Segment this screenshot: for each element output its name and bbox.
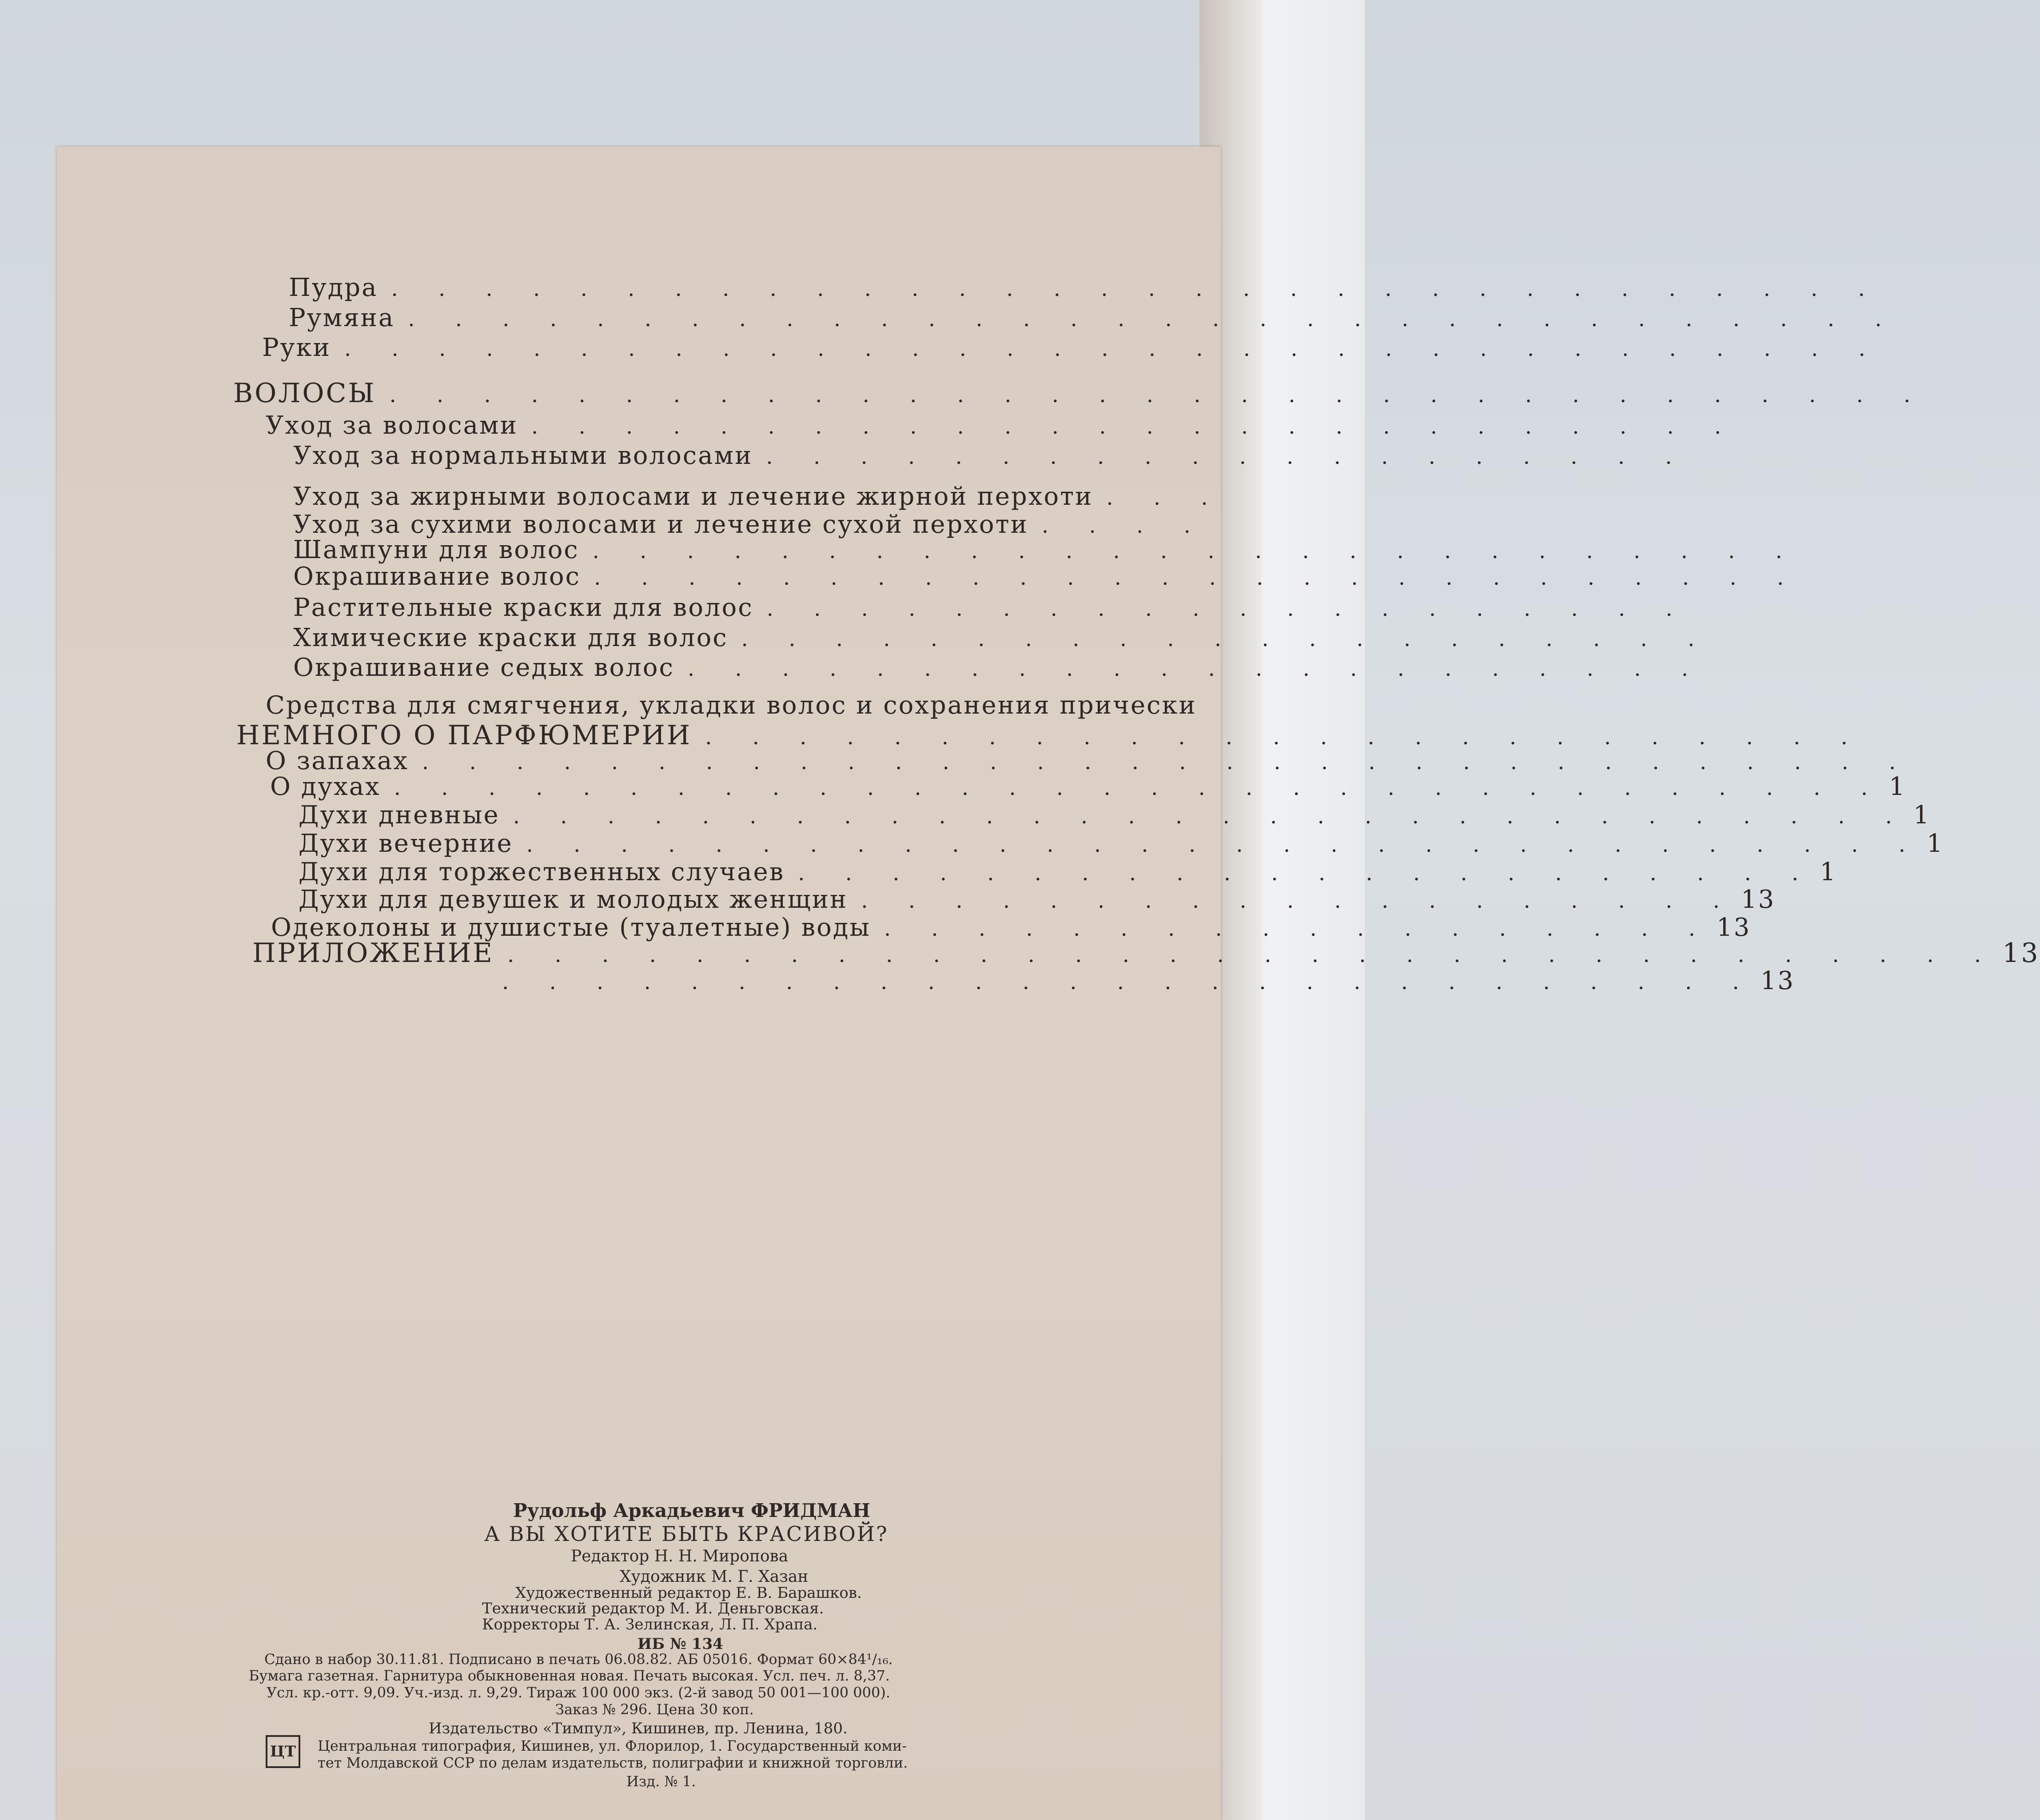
toc-page: 13	[1716, 913, 1751, 942]
toc-leader: . . . . . . . . . . . . . . . . . . . . .	[741, 627, 1712, 651]
toc-title: Духи дневные	[299, 801, 500, 830]
toc-item	[293, 441, 1689, 472]
colophon-title: А ВЫ ХОТИТЕ БЫТЬ КРАСИВОЙ?	[484, 1522, 889, 1546]
toc-leader: . . . . . . . . . . . . . . . . . . . . . . . . . . . . . . . .	[408, 307, 1899, 331]
toc-title: О запахах	[266, 746, 409, 775]
toc-leader: . . . . . . . . . . . . . . . . . . . . . . . . . . . . . . . .	[507, 942, 1998, 967]
toc-item	[299, 885, 1776, 916]
toc-item	[266, 411, 1738, 442]
toc-leader: . . . . . . . . . . . . . . . . . . . .	[766, 444, 1689, 469]
colophon-art-editor: Художественный редактор Е. В. Барашков.	[515, 1584, 862, 1602]
toc-page: 1	[1889, 772, 1906, 801]
toc-title: Пудра	[289, 273, 378, 302]
toc-leader: . . . . . . . . . . . . . . . . . . . . . . . . . .	[594, 565, 1801, 590]
toc-leader: . . . . . . . . . . . . . . . . . . . . . . . . . . . . . . . .	[391, 276, 1882, 301]
toc-item	[293, 623, 1712, 655]
colophon-line3: Усл. кр.-отт. 9,09. Уч.-изд. л. 9,29. Тираж 100 000 экз. (2-й завод 50 001—100 000).	[267, 1684, 891, 1701]
toc-title: Шампуни для волос	[293, 535, 579, 564]
toc-page: 1	[1820, 858, 1837, 886]
toc-leader: . . . . . . . . . . . . . . . . . . . . . . . . . . . . . . . . .	[389, 383, 1928, 407]
printer-logo-icon: ЦТ	[266, 1735, 300, 1768]
toc-title: Духи для торжественных случаев	[299, 858, 785, 886]
toc-item	[233, 378, 1928, 409]
toc-leader: . . . . . . . . . . . . . . . . . . . . . . . . . . . . . .	[526, 832, 1922, 857]
toc-page: 1	[1913, 801, 1931, 830]
toc-title: Средства для смягчения, укладки волос и сохранения прически	[266, 691, 1197, 720]
toc-leader: . . . . . . . . . . . . . . . . . . . . . . . . . .	[531, 414, 1738, 439]
toc-item	[252, 938, 2040, 969]
toc-item	[266, 691, 1213, 722]
toc-page: 13	[1741, 885, 1776, 914]
toc-leader: . . . . . . . . . . . . . . . . . . . . . .	[798, 861, 1816, 886]
toc-title: Руки	[262, 333, 331, 362]
toc-item	[293, 562, 1801, 593]
colophon-author: Рудольф Аркадьевич ФРИДМАН	[513, 1500, 870, 1521]
toc-leader: . . .	[1106, 485, 1225, 510]
toc-leader: . . . . . . . . . . . . . . . . . . . .	[766, 596, 1689, 621]
toc-leader: . . . . . . . . . . . . . . . . . . . . . . . . . . . . . .	[513, 804, 1909, 829]
toc-title: Уход за волосами	[266, 411, 518, 440]
colophon-proofreaders: Корректоры Т. А. Зелинская, Л. П. Храпа.	[482, 1616, 818, 1633]
colophon-artist: Художник М. Г. Хазан	[620, 1568, 809, 1586]
toc-page: 13	[1760, 966, 1795, 995]
toc-title: Химические краски для волос	[293, 623, 728, 652]
toc-title: Окрашивание седых волос	[293, 653, 674, 682]
colophon-publisher: Издательство «Тимпул», Кишинев, пр. Ленина, 180.	[429, 1720, 848, 1737]
toc-item	[270, 772, 1906, 803]
toc-title: Духи вечерние	[299, 829, 513, 858]
toc-item	[299, 858, 1837, 889]
toc-leader: . . . . . . . . . . . . . . . . . . . . . . . . . . . . . . . .	[422, 750, 1913, 774]
toc-title: Уход за нормальными волосами	[293, 441, 753, 470]
toc-title: Уход за сухими волосами и лечение сухой перхоти	[293, 510, 1028, 539]
colophon-printer1: Центральная типография, Кишинев, ул. Флорилор, 1. Государственный коми-	[318, 1737, 907, 1754]
toc-title: Окрашивание волос	[293, 562, 581, 591]
toc-title: Румяна	[289, 303, 395, 332]
toc-title: Растительные краски для волос	[293, 593, 753, 622]
toc-leader: . . . . . . . . . . . . . . . . . . . . . . . . . .	[592, 539, 1799, 563]
toc-item	[293, 653, 1705, 684]
toc-leader: . . . . . . . . . . . . . . . . . . . . . .	[687, 656, 1705, 681]
toc-item	[299, 801, 1931, 832]
colophon-ib: ИБ № 134	[638, 1635, 723, 1653]
toc-item	[289, 273, 1882, 304]
colophon-line1: Сдано в набор 30.11.81. Подписано в печать 06.08.82. АБ 05016. Формат 60×84¹/₁₆.	[264, 1651, 893, 1668]
toc-leader: . . . . . . . . . . . . . . . . . . . . . . . . .	[705, 725, 1865, 750]
toc-leader: . . . . . . . . . . . . . . . . . .	[884, 916, 1712, 941]
toc-item	[262, 333, 1882, 364]
toc-item	[289, 303, 1899, 335]
colophon-editor: Редактор Н. Н. Миропова	[571, 1547, 789, 1565]
toc-page: 1	[1926, 829, 1944, 858]
toc-leader: . . . .	[1041, 513, 1207, 538]
toc-leader: . . . . . . . . . . . . . . . . . . . . . . . . . . . . . . . . .	[344, 336, 1882, 361]
colophon-izd: Изд. № 1.	[626, 1773, 696, 1790]
toc-item	[293, 482, 1225, 513]
toc-title: ВОЛОСЫ	[233, 378, 376, 409]
toc-item	[489, 966, 1795, 998]
colophon-printer2: тет Молдавской ССР по делам издательств, полиграфии и книжной торговли.	[318, 1754, 908, 1771]
toc-page: 13	[2002, 938, 2040, 969]
toc-title: Одеколоны и душистые (туалетные) воды	[271, 913, 871, 942]
toc-title: НЕМНОГО О ПАРФЮМЕРИИ	[236, 720, 692, 751]
toc-leader: . . . . . . . . . . . . . . . . . . .	[861, 888, 1737, 913]
toc-leader: . . . . . . . . . . . . . . . . . . . . . . . . . . . . . . . .	[394, 775, 1885, 800]
toc-title: Духи для девушек и молодых женщин	[299, 885, 848, 914]
toc-title: О духах	[270, 772, 381, 801]
toc-item	[293, 593, 1689, 624]
toc-leader: . . . . . . . . . . . . . . . . . . . . . . . . . . .	[502, 970, 1756, 994]
colophon-tech-editor: Технический редактор М. И. Деньговская.	[482, 1600, 824, 1617]
colophon-order: Заказ № 296. Цена 30 коп.	[555, 1701, 754, 1718]
colophon-line2: Бумага газетная. Гарнитура обыкновенная новая. Печать высокая. Усл. печ. л. 8,37.	[249, 1667, 890, 1684]
toc-title: ПРИЛОЖЕНИЕ	[252, 938, 494, 969]
toc-title: Уход за жирными волосами и лечение жирной перхоти	[293, 482, 1093, 511]
toc-item	[299, 829, 1944, 860]
